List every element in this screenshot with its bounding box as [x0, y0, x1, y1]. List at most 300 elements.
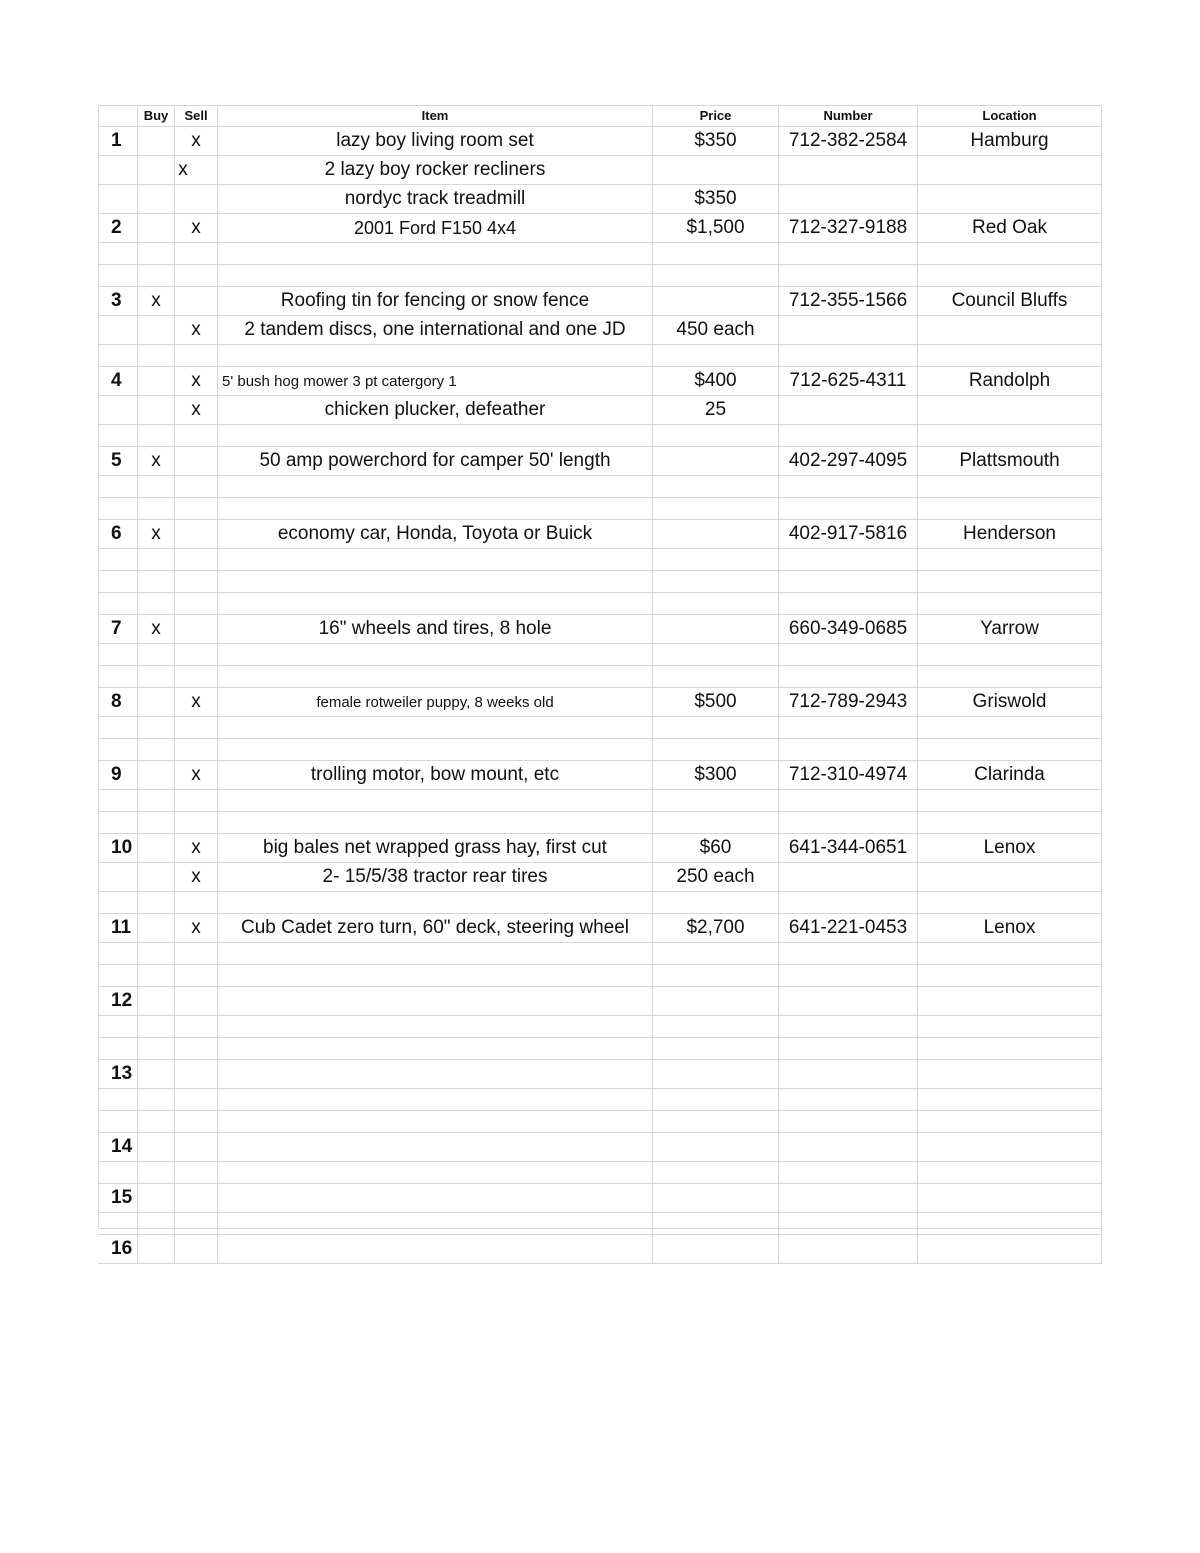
sell-cell[interactable] — [175, 476, 218, 497]
item-cell[interactable] — [218, 549, 653, 570]
sell-cell[interactable]: x — [175, 834, 218, 862]
item-cell[interactable] — [218, 965, 653, 986]
item-cell[interactable] — [218, 1235, 653, 1263]
sell-cell[interactable] — [175, 571, 218, 592]
sell-cell[interactable]: x — [175, 863, 218, 891]
row-number[interactable] — [98, 717, 138, 738]
row-number[interactable] — [98, 666, 138, 687]
buy-cell[interactable]: x — [138, 520, 175, 548]
sell-cell[interactable] — [175, 812, 218, 833]
sell-cell[interactable] — [175, 1213, 218, 1234]
sell-cell[interactable] — [175, 243, 218, 264]
price-cell[interactable] — [653, 156, 779, 184]
location-cell[interactable] — [918, 345, 1102, 366]
buy-cell[interactable] — [138, 761, 175, 789]
buy-cell[interactable] — [138, 156, 175, 184]
phone-cell[interactable] — [779, 243, 918, 264]
price-cell[interactable]: 25 — [653, 396, 779, 424]
phone-cell[interactable] — [779, 644, 918, 665]
sell-cell[interactable] — [175, 345, 218, 366]
item-cell[interactable] — [218, 666, 653, 687]
buy-cell[interactable] — [138, 1089, 175, 1110]
price-cell[interactable]: 250 each — [653, 863, 779, 891]
location-cell[interactable] — [918, 1162, 1102, 1183]
row-number[interactable]: 15 — [98, 1184, 138, 1212]
row-number[interactable] — [98, 316, 138, 344]
phone-cell[interactable] — [779, 345, 918, 366]
buy-cell[interactable] — [138, 265, 175, 286]
buy-cell[interactable] — [138, 498, 175, 519]
location-cell[interactable] — [918, 739, 1102, 760]
price-cell[interactable] — [653, 549, 779, 570]
row-number[interactable] — [98, 943, 138, 964]
price-cell[interactable]: 450 each — [653, 316, 779, 344]
buy-cell[interactable] — [138, 549, 175, 570]
phone-cell[interactable]: 402-917-5816 — [779, 520, 918, 548]
phone-cell[interactable]: 712-355-1566 — [779, 287, 918, 315]
price-cell[interactable] — [653, 476, 779, 497]
phone-cell[interactable]: 712-789-2943 — [779, 688, 918, 716]
price-cell[interactable] — [653, 1060, 779, 1088]
buy-cell[interactable] — [138, 345, 175, 366]
price-cell[interactable]: $500 — [653, 688, 779, 716]
price-cell[interactable] — [653, 892, 779, 913]
row-number[interactable] — [98, 498, 138, 519]
row-number[interactable] — [98, 1016, 138, 1037]
row-number[interactable] — [98, 425, 138, 446]
location-cell[interactable] — [918, 549, 1102, 570]
row-number[interactable] — [98, 549, 138, 570]
item-cell[interactable] — [218, 243, 653, 264]
sell-cell[interactable]: x — [175, 761, 218, 789]
sell-cell[interactable] — [175, 1235, 218, 1263]
price-cell[interactable] — [653, 1184, 779, 1212]
sell-cell[interactable] — [175, 425, 218, 446]
sell-cell[interactable] — [175, 1162, 218, 1183]
phone-cell[interactable]: 712-625-4311 — [779, 367, 918, 395]
location-cell[interactable] — [918, 863, 1102, 891]
item-cell[interactable] — [218, 1111, 653, 1132]
location-cell[interactable] — [918, 156, 1102, 184]
sell-cell[interactable]: x — [175, 156, 218, 184]
item-cell[interactable] — [218, 1038, 653, 1059]
sell-cell[interactable] — [175, 965, 218, 986]
phone-cell[interactable] — [779, 1016, 918, 1037]
buy-cell[interactable] — [138, 666, 175, 687]
phone-cell[interactable]: 641-344-0651 — [779, 834, 918, 862]
row-number[interactable]: 8 — [98, 688, 138, 716]
sell-cell[interactable]: x — [175, 316, 218, 344]
sell-cell[interactable] — [175, 185, 218, 213]
location-cell[interactable]: Red Oak — [918, 214, 1102, 242]
phone-cell[interactable] — [779, 1089, 918, 1110]
row-number[interactable] — [98, 571, 138, 592]
item-cell[interactable]: 50 amp powerchord for camper 50' length — [218, 447, 653, 475]
price-cell[interactable] — [653, 1162, 779, 1183]
buy-cell[interactable] — [138, 943, 175, 964]
item-cell[interactable] — [218, 476, 653, 497]
phone-cell[interactable] — [779, 1162, 918, 1183]
phone-cell[interactable] — [779, 943, 918, 964]
sell-cell[interactable] — [175, 1060, 218, 1088]
item-cell[interactable]: Cub Cadet zero turn, 60" deck, steering wheel — [218, 914, 653, 942]
item-cell[interactable] — [218, 345, 653, 366]
phone-cell[interactable] — [779, 316, 918, 344]
location-cell[interactable] — [918, 1235, 1102, 1263]
item-cell[interactable]: lazy boy living room set — [218, 127, 653, 155]
sell-cell[interactable] — [175, 739, 218, 760]
phone-cell[interactable] — [779, 549, 918, 570]
location-cell[interactable] — [918, 316, 1102, 344]
sell-cell[interactable] — [175, 644, 218, 665]
buy-cell[interactable] — [138, 1235, 175, 1263]
buy-cell[interactable] — [138, 892, 175, 913]
item-cell[interactable]: 16" wheels and tires, 8 hole — [218, 615, 653, 643]
item-cell[interactable]: nordyc track treadmill — [218, 185, 653, 213]
item-cell[interactable] — [218, 790, 653, 811]
buy-cell[interactable] — [138, 243, 175, 264]
phone-cell[interactable]: 402-297-4095 — [779, 447, 918, 475]
buy-cell[interactable] — [138, 1162, 175, 1183]
location-cell[interactable] — [918, 987, 1102, 1015]
price-cell[interactable] — [653, 425, 779, 446]
row-number[interactable] — [98, 593, 138, 614]
phone-cell[interactable] — [779, 476, 918, 497]
row-number[interactable] — [98, 739, 138, 760]
price-cell[interactable] — [653, 666, 779, 687]
location-cell[interactable] — [918, 644, 1102, 665]
sell-cell[interactable]: x — [175, 914, 218, 942]
location-cell[interactable] — [918, 1111, 1102, 1132]
sell-cell[interactable] — [175, 666, 218, 687]
item-cell[interactable] — [218, 1016, 653, 1037]
price-cell[interactable] — [653, 615, 779, 643]
phone-cell[interactable] — [779, 892, 918, 913]
location-cell[interactable] — [918, 1038, 1102, 1059]
buy-cell[interactable]: x — [138, 287, 175, 315]
price-cell[interactable] — [653, 265, 779, 286]
price-cell[interactable] — [653, 345, 779, 366]
row-number[interactable]: 10 — [98, 834, 138, 862]
location-cell[interactable] — [918, 425, 1102, 446]
phone-cell[interactable] — [779, 396, 918, 424]
price-cell[interactable] — [653, 593, 779, 614]
location-cell[interactable] — [918, 666, 1102, 687]
price-cell[interactable]: $350 — [653, 127, 779, 155]
row-number[interactable] — [98, 185, 138, 213]
phone-cell[interactable] — [779, 863, 918, 891]
buy-cell[interactable] — [138, 914, 175, 942]
price-cell[interactable]: $1,500 — [653, 214, 779, 242]
buy-cell[interactable] — [138, 396, 175, 424]
location-cell[interactable]: Council Bluffs — [918, 287, 1102, 315]
phone-cell[interactable] — [779, 185, 918, 213]
row-number[interactable] — [98, 243, 138, 264]
phone-cell[interactable] — [779, 987, 918, 1015]
location-cell[interactable] — [918, 593, 1102, 614]
price-cell[interactable] — [653, 243, 779, 264]
phone-cell[interactable] — [779, 593, 918, 614]
item-cell[interactable] — [218, 593, 653, 614]
price-cell[interactable] — [653, 1133, 779, 1161]
item-cell[interactable] — [218, 571, 653, 592]
buy-cell[interactable] — [138, 1060, 175, 1088]
phone-cell[interactable] — [779, 425, 918, 446]
location-cell[interactable] — [918, 185, 1102, 213]
sell-cell[interactable] — [175, 1184, 218, 1212]
location-cell[interactable] — [918, 476, 1102, 497]
phone-cell[interactable] — [779, 1038, 918, 1059]
buy-cell[interactable] — [138, 367, 175, 395]
price-cell[interactable] — [653, 790, 779, 811]
buy-cell[interactable] — [138, 790, 175, 811]
item-cell[interactable] — [218, 1213, 653, 1234]
price-cell[interactable] — [653, 447, 779, 475]
price-cell[interactable] — [653, 739, 779, 760]
phone-cell[interactable] — [779, 1235, 918, 1263]
phone-cell[interactable] — [779, 156, 918, 184]
sell-cell[interactable] — [175, 717, 218, 738]
location-cell[interactable] — [918, 943, 1102, 964]
sell-cell[interactable]: x — [175, 214, 218, 242]
phone-cell[interactable]: 712-310-4974 — [779, 761, 918, 789]
item-cell[interactable] — [218, 892, 653, 913]
item-cell[interactable]: chicken plucker, defeather — [218, 396, 653, 424]
price-cell[interactable]: $300 — [653, 761, 779, 789]
row-number[interactable]: 2 — [98, 214, 138, 242]
row-number[interactable]: 3 — [98, 287, 138, 315]
phone-cell[interactable]: 712-382-2584 — [779, 127, 918, 155]
row-number[interactable] — [98, 1089, 138, 1110]
buy-cell[interactable] — [138, 965, 175, 986]
location-cell[interactable]: Plattsmouth — [918, 447, 1102, 475]
price-cell[interactable]: $350 — [653, 185, 779, 213]
location-cell[interactable] — [918, 790, 1102, 811]
location-cell[interactable]: Lenox — [918, 914, 1102, 942]
sell-cell[interactable] — [175, 549, 218, 570]
buy-cell[interactable] — [138, 987, 175, 1015]
buy-cell[interactable] — [138, 476, 175, 497]
phone-cell[interactable] — [779, 1060, 918, 1088]
price-cell[interactable] — [653, 943, 779, 964]
item-cell[interactable] — [218, 425, 653, 446]
phone-cell[interactable]: 660-349-0685 — [779, 615, 918, 643]
item-cell[interactable] — [218, 644, 653, 665]
sell-cell[interactable] — [175, 498, 218, 519]
item-cell[interactable]: trolling motor, bow mount, etc — [218, 761, 653, 789]
location-cell[interactable] — [918, 396, 1102, 424]
item-cell[interactable] — [218, 812, 653, 833]
item-cell[interactable] — [218, 1089, 653, 1110]
price-cell[interactable] — [653, 965, 779, 986]
phone-cell[interactable]: 641-221-0453 — [779, 914, 918, 942]
location-cell[interactable] — [918, 1133, 1102, 1161]
row-number[interactable]: 5 — [98, 447, 138, 475]
buy-cell[interactable] — [138, 127, 175, 155]
price-cell[interactable] — [653, 1235, 779, 1263]
item-cell[interactable] — [218, 943, 653, 964]
sell-cell[interactable] — [175, 790, 218, 811]
buy-cell[interactable]: x — [138, 447, 175, 475]
buy-cell[interactable] — [138, 1016, 175, 1037]
row-number[interactable] — [98, 396, 138, 424]
phone-cell[interactable] — [779, 790, 918, 811]
row-number[interactable] — [98, 812, 138, 833]
row-number[interactable] — [98, 863, 138, 891]
row-number[interactable]: 7 — [98, 615, 138, 643]
item-cell[interactable]: Roofing tin for fencing or snow fence — [218, 287, 653, 315]
price-cell[interactable] — [653, 1111, 779, 1132]
sell-cell[interactable] — [175, 892, 218, 913]
row-number[interactable] — [98, 476, 138, 497]
location-cell[interactable] — [918, 717, 1102, 738]
item-cell[interactable]: big bales net wrapped grass hay, first cut — [218, 834, 653, 862]
location-cell[interactable] — [918, 1213, 1102, 1234]
location-cell[interactable]: Henderson — [918, 520, 1102, 548]
location-cell[interactable] — [918, 265, 1102, 286]
row-number[interactable] — [98, 1213, 138, 1234]
row-number[interactable] — [98, 892, 138, 913]
sell-cell[interactable] — [175, 1016, 218, 1037]
price-cell[interactable] — [653, 498, 779, 519]
location-cell[interactable]: Yarrow — [918, 615, 1102, 643]
price-cell[interactable] — [653, 571, 779, 592]
location-cell[interactable] — [918, 498, 1102, 519]
location-cell[interactable] — [918, 892, 1102, 913]
buy-cell[interactable] — [138, 834, 175, 862]
location-cell[interactable] — [918, 571, 1102, 592]
buy-cell[interactable] — [138, 688, 175, 716]
buy-cell[interactable] — [138, 644, 175, 665]
sell-cell[interactable] — [175, 1038, 218, 1059]
buy-cell[interactable] — [138, 185, 175, 213]
phone-cell[interactable] — [779, 1213, 918, 1234]
item-cell[interactable]: economy car, Honda, Toyota or Buick — [218, 520, 653, 548]
sell-cell[interactable]: x — [175, 367, 218, 395]
item-cell[interactable]: 2 lazy boy rocker recliners — [218, 156, 653, 184]
row-number[interactable] — [98, 156, 138, 184]
phone-cell[interactable] — [779, 666, 918, 687]
sell-cell[interactable] — [175, 1111, 218, 1132]
row-number[interactable] — [98, 1111, 138, 1132]
sell-cell[interactable]: x — [175, 396, 218, 424]
row-number[interactable]: 11 — [98, 914, 138, 942]
buy-cell[interactable] — [138, 425, 175, 446]
buy-cell[interactable] — [138, 812, 175, 833]
price-cell[interactable] — [653, 717, 779, 738]
item-cell[interactable] — [218, 987, 653, 1015]
phone-cell[interactable] — [779, 265, 918, 286]
price-cell[interactable]: $400 — [653, 367, 779, 395]
item-cell[interactable]: 2 tandem discs, one international and one JD — [218, 316, 653, 344]
item-cell[interactable]: 2001 Ford F150 4x4 — [218, 214, 653, 242]
row-number[interactable] — [98, 965, 138, 986]
buy-cell[interactable] — [138, 1184, 175, 1212]
sell-cell[interactable]: x — [175, 688, 218, 716]
buy-cell[interactable] — [138, 717, 175, 738]
phone-cell[interactable] — [779, 1184, 918, 1212]
sell-cell[interactable] — [175, 265, 218, 286]
buy-cell[interactable] — [138, 214, 175, 242]
price-cell[interactable] — [653, 987, 779, 1015]
row-number[interactable]: 6 — [98, 520, 138, 548]
sell-cell[interactable]: x — [175, 127, 218, 155]
price-cell[interactable] — [653, 1089, 779, 1110]
row-number[interactable] — [98, 1162, 138, 1183]
location-cell[interactable] — [918, 1089, 1102, 1110]
location-cell[interactable]: Lenox — [918, 834, 1102, 862]
item-cell[interactable] — [218, 1060, 653, 1088]
row-number[interactable]: 16 — [98, 1235, 138, 1263]
buy-cell[interactable] — [138, 593, 175, 614]
sell-cell[interactable] — [175, 1133, 218, 1161]
buy-cell[interactable] — [138, 1038, 175, 1059]
location-cell[interactable]: Hamburg — [918, 127, 1102, 155]
row-number[interactable]: 1 — [98, 127, 138, 155]
row-number[interactable] — [98, 1038, 138, 1059]
phone-cell[interactable] — [779, 498, 918, 519]
location-cell[interactable]: Randolph — [918, 367, 1102, 395]
phone-cell[interactable] — [779, 739, 918, 760]
row-number[interactable]: 4 — [98, 367, 138, 395]
phone-cell[interactable] — [779, 571, 918, 592]
row-number[interactable]: 12 — [98, 987, 138, 1015]
location-cell[interactable]: Clarinda — [918, 761, 1102, 789]
price-cell[interactable] — [653, 287, 779, 315]
item-cell[interactable] — [218, 739, 653, 760]
price-cell[interactable]: $2,700 — [653, 914, 779, 942]
buy-cell[interactable] — [138, 1213, 175, 1234]
row-number[interactable]: 13 — [98, 1060, 138, 1088]
phone-cell[interactable]: 712-327-9188 — [779, 214, 918, 242]
sell-cell[interactable] — [175, 287, 218, 315]
item-cell[interactable]: 5' bush hog mower 3 pt catergory 1 — [218, 367, 653, 395]
item-cell[interactable]: 2- 15/5/38 tractor rear tires — [218, 863, 653, 891]
row-number[interactable] — [98, 265, 138, 286]
price-cell[interactable] — [653, 520, 779, 548]
location-cell[interactable] — [918, 1184, 1102, 1212]
price-cell[interactable] — [653, 644, 779, 665]
item-cell[interactable] — [218, 1162, 653, 1183]
sell-cell[interactable] — [175, 520, 218, 548]
phone-cell[interactable] — [779, 812, 918, 833]
buy-cell[interactable]: x — [138, 615, 175, 643]
price-cell[interactable] — [653, 812, 779, 833]
item-cell[interactable] — [218, 717, 653, 738]
price-cell[interactable]: $60 — [653, 834, 779, 862]
row-number[interactable] — [98, 644, 138, 665]
row-number[interactable] — [98, 345, 138, 366]
sell-cell[interactable] — [175, 943, 218, 964]
phone-cell[interactable] — [779, 965, 918, 986]
location-cell[interactable]: Griswold — [918, 688, 1102, 716]
sell-cell[interactable] — [175, 987, 218, 1015]
item-cell[interactable] — [218, 265, 653, 286]
price-cell[interactable] — [653, 1213, 779, 1234]
sell-cell[interactable] — [175, 447, 218, 475]
location-cell[interactable] — [918, 965, 1102, 986]
item-cell[interactable] — [218, 498, 653, 519]
sell-cell[interactable] — [175, 615, 218, 643]
location-cell[interactable] — [918, 243, 1102, 264]
buy-cell[interactable] — [138, 739, 175, 760]
item-cell[interactable] — [218, 1184, 653, 1212]
sell-cell[interactable] — [175, 1089, 218, 1110]
phone-cell[interactable] — [779, 717, 918, 738]
phone-cell[interactable] — [779, 1111, 918, 1132]
buy-cell[interactable] — [138, 571, 175, 592]
row-number[interactable] — [98, 790, 138, 811]
